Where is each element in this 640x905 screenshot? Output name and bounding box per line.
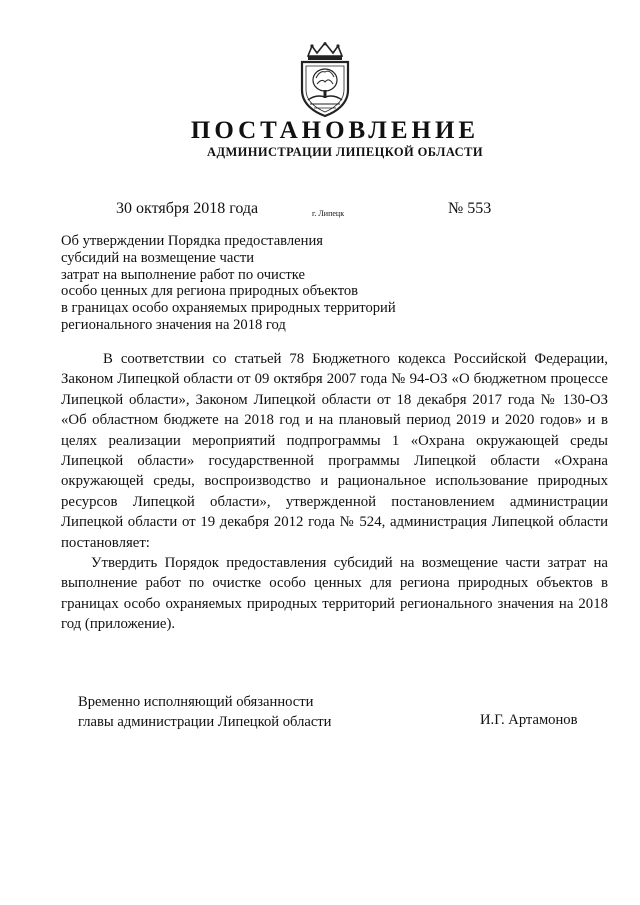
subject-line: затрат на выполнение работ по очистке	[61, 266, 305, 283]
signatory-name: И.Г. Артамонов	[480, 712, 578, 728]
signatory-position-line1: Временно исполняющий обязанности	[78, 694, 314, 710]
subject-line: особо ценных для региона природных объектов	[61, 283, 359, 300]
coat-of-arms-icon	[296, 42, 354, 118]
document-subject	[61, 233, 481, 334]
body-paragraph-preamble: В соответствии со статьей 78 Бюджетного кодекса Российской Федерации, Законом Липецкой области от 09 октября 2007 года № 94-ОЗ «О бюджетном процессе Липецкой области», Законом Липецкой области от 18 декабря 2017 года № 130-ОЗ «Об областном бюджете на 2018 год и на плановый период 2019 и 2020 годов» и в целях реализации мероприятий подпрограммы 1 «Охрана окружающей среды Липецкой области» государственной программы Липецкой области «Охрана окружающей среды, воспроизводство и рациональное использование природных ресурсов Липецкой области», утвержденной постановлением администрации Липецкой области от 19 декабря 2012 года № 524, администрация Липецкой области постановляет:	[61, 351, 608, 551]
subject-line: в границах особо охраняемых природных территорий	[61, 300, 396, 317]
document-title: ПОСТАНОВЛЕНИЕ	[190, 117, 480, 144]
document-issuer: АДМИНИСТРАЦИИ ЛИПЕЦКОЙ ОБЛАСТИ	[207, 145, 483, 159]
document-number: № 553	[448, 200, 492, 217]
document-date: 30 октября 2018 года	[116, 200, 259, 217]
document-body	[61, 349, 608, 635]
document-city: г. Липецк	[312, 209, 345, 218]
body-paragraph-resolution: Утвердить Порядок предоставления субсидий на возмещение части затрат на выполнение работ по очистке особо ценных для региона природных объектов в границах особо охраняемых природных территорий регионального значения на 2018 год (приложение).	[61, 555, 608, 633]
subject-line: Об утверждении Порядка предоставления	[61, 233, 323, 249]
subject-line: регионального значения на 2018 год	[61, 316, 286, 333]
subject-line: субсидий на возмещение части	[61, 249, 255, 266]
signatory-position-line2: главы администрации Липецкой области	[78, 714, 332, 730]
